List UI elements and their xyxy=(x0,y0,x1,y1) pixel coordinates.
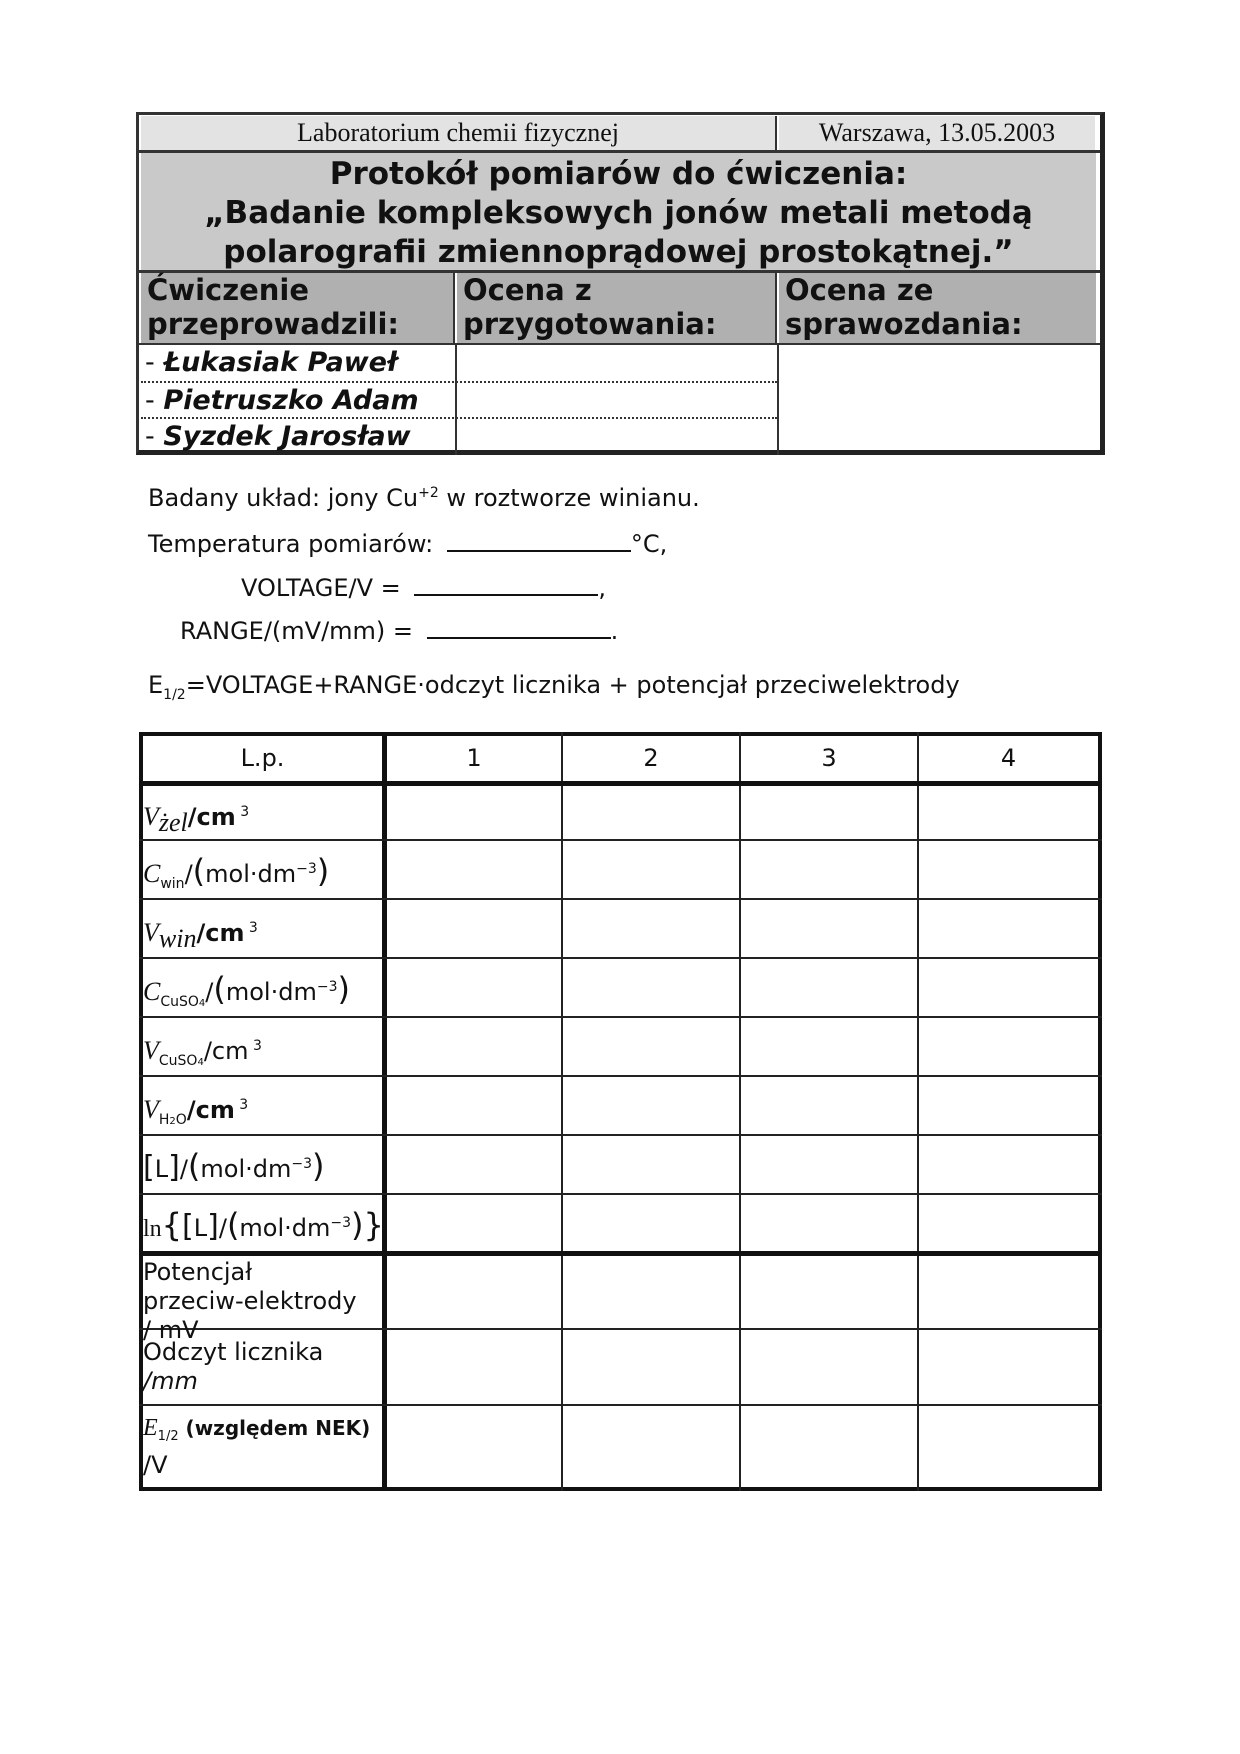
col-conducted-header xyxy=(141,273,455,343)
table-cell[interactable] xyxy=(741,841,917,898)
voltage-line xyxy=(241,568,606,602)
table-cell[interactable] xyxy=(387,1406,561,1487)
divider xyxy=(777,345,779,455)
table-cell[interactable] xyxy=(741,1330,917,1404)
col-report-line1: Ocena ze xyxy=(785,273,934,307)
person-name: Syzdek Jarosław xyxy=(163,421,411,452)
voltage-blank[interactable] xyxy=(414,568,598,596)
row-label-c-win: $C_{win}/(mol\cdot dm^{-3})$ xyxy=(143,852,330,892)
column-header: 3 xyxy=(821,744,837,772)
table-cell[interactable] xyxy=(919,959,1098,1016)
system-prefix: Badany układ: jony Cu xyxy=(148,484,419,512)
potential-line3: / mV xyxy=(143,1316,199,1344)
table-cell[interactable] xyxy=(563,1195,739,1251)
measurement-table xyxy=(139,732,1102,1491)
row-label-v-h2o: $V_{H2O}/cm$ $^3$ xyxy=(143,1095,249,1128)
potential-line1: Potencjał xyxy=(143,1258,253,1286)
table-cell[interactable] xyxy=(387,841,561,898)
table-cell[interactable] xyxy=(563,1136,739,1193)
temp-unit: °C, xyxy=(630,530,668,558)
table-cell[interactable] xyxy=(741,786,917,839)
row-label-counter xyxy=(143,1330,382,1404)
table-cell[interactable] xyxy=(387,1136,561,1193)
range-label: RANGE/(mV/mm) = xyxy=(180,617,414,645)
row-label-ln-l: $\ln\{[L]/(mol\cdot dm^{-3})\}$ xyxy=(143,1206,384,1244)
counter-line1: Odczyt licznika xyxy=(143,1338,324,1366)
protocol-header xyxy=(136,112,1105,455)
table-cell[interactable] xyxy=(387,786,561,839)
table-cell[interactable] xyxy=(919,1330,1098,1404)
col-report-line2: sprawozdania: xyxy=(785,307,1023,341)
protocol-title-line1: Protokół pomiarów do ćwiczenia: xyxy=(329,156,908,192)
row-label-v-win: $V_{win}/cm$ $^3$ xyxy=(143,918,258,953)
person-row xyxy=(141,345,455,381)
person-row xyxy=(141,383,455,419)
range-end: . xyxy=(610,617,619,645)
table-cell[interactable] xyxy=(563,959,739,1016)
system-suffix: w roztworze winianu. xyxy=(438,484,700,512)
formula-rest: =VOLTAGE+RANGE·odczyt licznika + potencjał przeciwelektrody xyxy=(185,671,960,699)
voltage-label: VOLTAGE/V = xyxy=(241,574,401,602)
protocol-title-line3: polarografii zmiennoprądowej prostokątnej.” xyxy=(223,234,1014,270)
table-cell[interactable] xyxy=(563,1018,739,1075)
lab-name: Laboratorium chemii fizycznej xyxy=(141,116,777,150)
table-cell[interactable] xyxy=(563,786,739,839)
person-name: Pietruszko Adam xyxy=(163,385,419,416)
table-cell[interactable] xyxy=(919,1136,1098,1193)
potential-line2: przeciw-elektrody xyxy=(143,1287,357,1315)
system-line xyxy=(148,484,700,512)
table-cell[interactable] xyxy=(563,1330,739,1404)
table-cell[interactable] xyxy=(563,841,739,898)
table-cell[interactable] xyxy=(919,1077,1098,1134)
table-cell[interactable] xyxy=(919,1406,1098,1487)
table-cell[interactable] xyxy=(563,1077,739,1134)
range-blank[interactable] xyxy=(427,611,611,639)
col-prep-line2: przygotowania: xyxy=(463,307,717,341)
column-header: 2 xyxy=(643,744,659,772)
table-cell[interactable] xyxy=(741,1136,917,1193)
table-cell[interactable] xyxy=(919,1018,1098,1075)
table-cell[interactable] xyxy=(741,900,917,957)
table-cell[interactable] xyxy=(741,1077,917,1134)
dotted-divider xyxy=(141,417,777,419)
table-cell[interactable] xyxy=(919,1256,1098,1328)
e12-unit: /V xyxy=(143,1451,168,1479)
temperature-line xyxy=(148,524,667,558)
dotted-divider xyxy=(141,381,777,383)
protocol-title-line2: „Badanie kompleksowych jonów metali metodą xyxy=(204,195,1033,231)
table-cell[interactable] xyxy=(741,1406,917,1487)
row-label-e12: $E_{1/2}$ (względem NEK) /V xyxy=(143,1406,382,1487)
place-date: Warszawa, 13.05.2003 xyxy=(779,116,1095,150)
table-cell[interactable] xyxy=(387,1330,561,1404)
person-dash: - xyxy=(145,421,164,452)
person-dash: - xyxy=(145,385,164,416)
row-label-v-gel: $V_{żel}/cm$ $^3$ xyxy=(143,802,250,837)
table-cell[interactable] xyxy=(387,1077,561,1134)
col-report-header xyxy=(779,273,1096,343)
table-cell[interactable] xyxy=(563,1406,739,1487)
temp-label: Temperatura pomiarów: xyxy=(148,530,434,558)
col-conducted-line1: Ćwiczenie xyxy=(147,273,310,307)
row-label-potential xyxy=(143,1256,382,1344)
formula-line xyxy=(148,671,960,703)
table-cell[interactable] xyxy=(919,1195,1098,1251)
table-cell[interactable] xyxy=(919,786,1098,839)
table-cell[interactable] xyxy=(741,1256,917,1328)
formula-e: E xyxy=(148,671,164,699)
table-cell[interactable] xyxy=(563,900,739,957)
person-name: Łukasiak Paweł xyxy=(163,347,398,378)
table-cell[interactable] xyxy=(387,900,561,957)
divider xyxy=(455,345,457,455)
table-cell[interactable] xyxy=(387,1018,561,1075)
e12-sub: 1/2 xyxy=(157,1429,179,1444)
protocol-title-box xyxy=(141,153,1096,271)
row-label-l: $[L]/(mol\cdot dm^{-3})$ xyxy=(143,1147,325,1185)
person-row xyxy=(141,419,455,455)
col-prep-header xyxy=(457,273,777,343)
column-header: 4 xyxy=(1000,744,1017,772)
col-prep-line1: Ocena z xyxy=(463,273,592,307)
row-label-c-cuso4: $C_{CuSO4}/(mol\cdot dm^{-3})$ xyxy=(143,970,350,1010)
formula-sub: 1/2 xyxy=(163,686,186,703)
voltage-end: , xyxy=(598,574,607,602)
row-label-v-cuso4: $V_{CuSO4}/cm$ $^3$ xyxy=(143,1036,262,1069)
person-dash: - xyxy=(145,347,164,378)
lp-header: L.p. xyxy=(240,744,285,772)
table-cell[interactable] xyxy=(919,900,1098,957)
table-cell[interactable] xyxy=(741,1018,917,1075)
table-cell[interactable] xyxy=(387,1195,561,1251)
table-cell[interactable] xyxy=(919,841,1098,898)
col-conducted-line2: przeprowadzili: xyxy=(147,307,400,341)
e12-rest: (względem NEK) xyxy=(178,1416,371,1440)
table-cell[interactable] xyxy=(741,959,917,1016)
column-header: 1 xyxy=(466,744,482,772)
table-cell[interactable] xyxy=(387,1256,561,1328)
table-cell[interactable] xyxy=(563,1256,739,1328)
range-line xyxy=(180,611,618,645)
temp-blank[interactable] xyxy=(447,524,631,552)
table-cell[interactable] xyxy=(741,1195,917,1251)
table-cell[interactable] xyxy=(387,959,561,1016)
system-charge: +2 xyxy=(418,485,439,501)
counter-line2: /mm xyxy=(143,1367,198,1395)
